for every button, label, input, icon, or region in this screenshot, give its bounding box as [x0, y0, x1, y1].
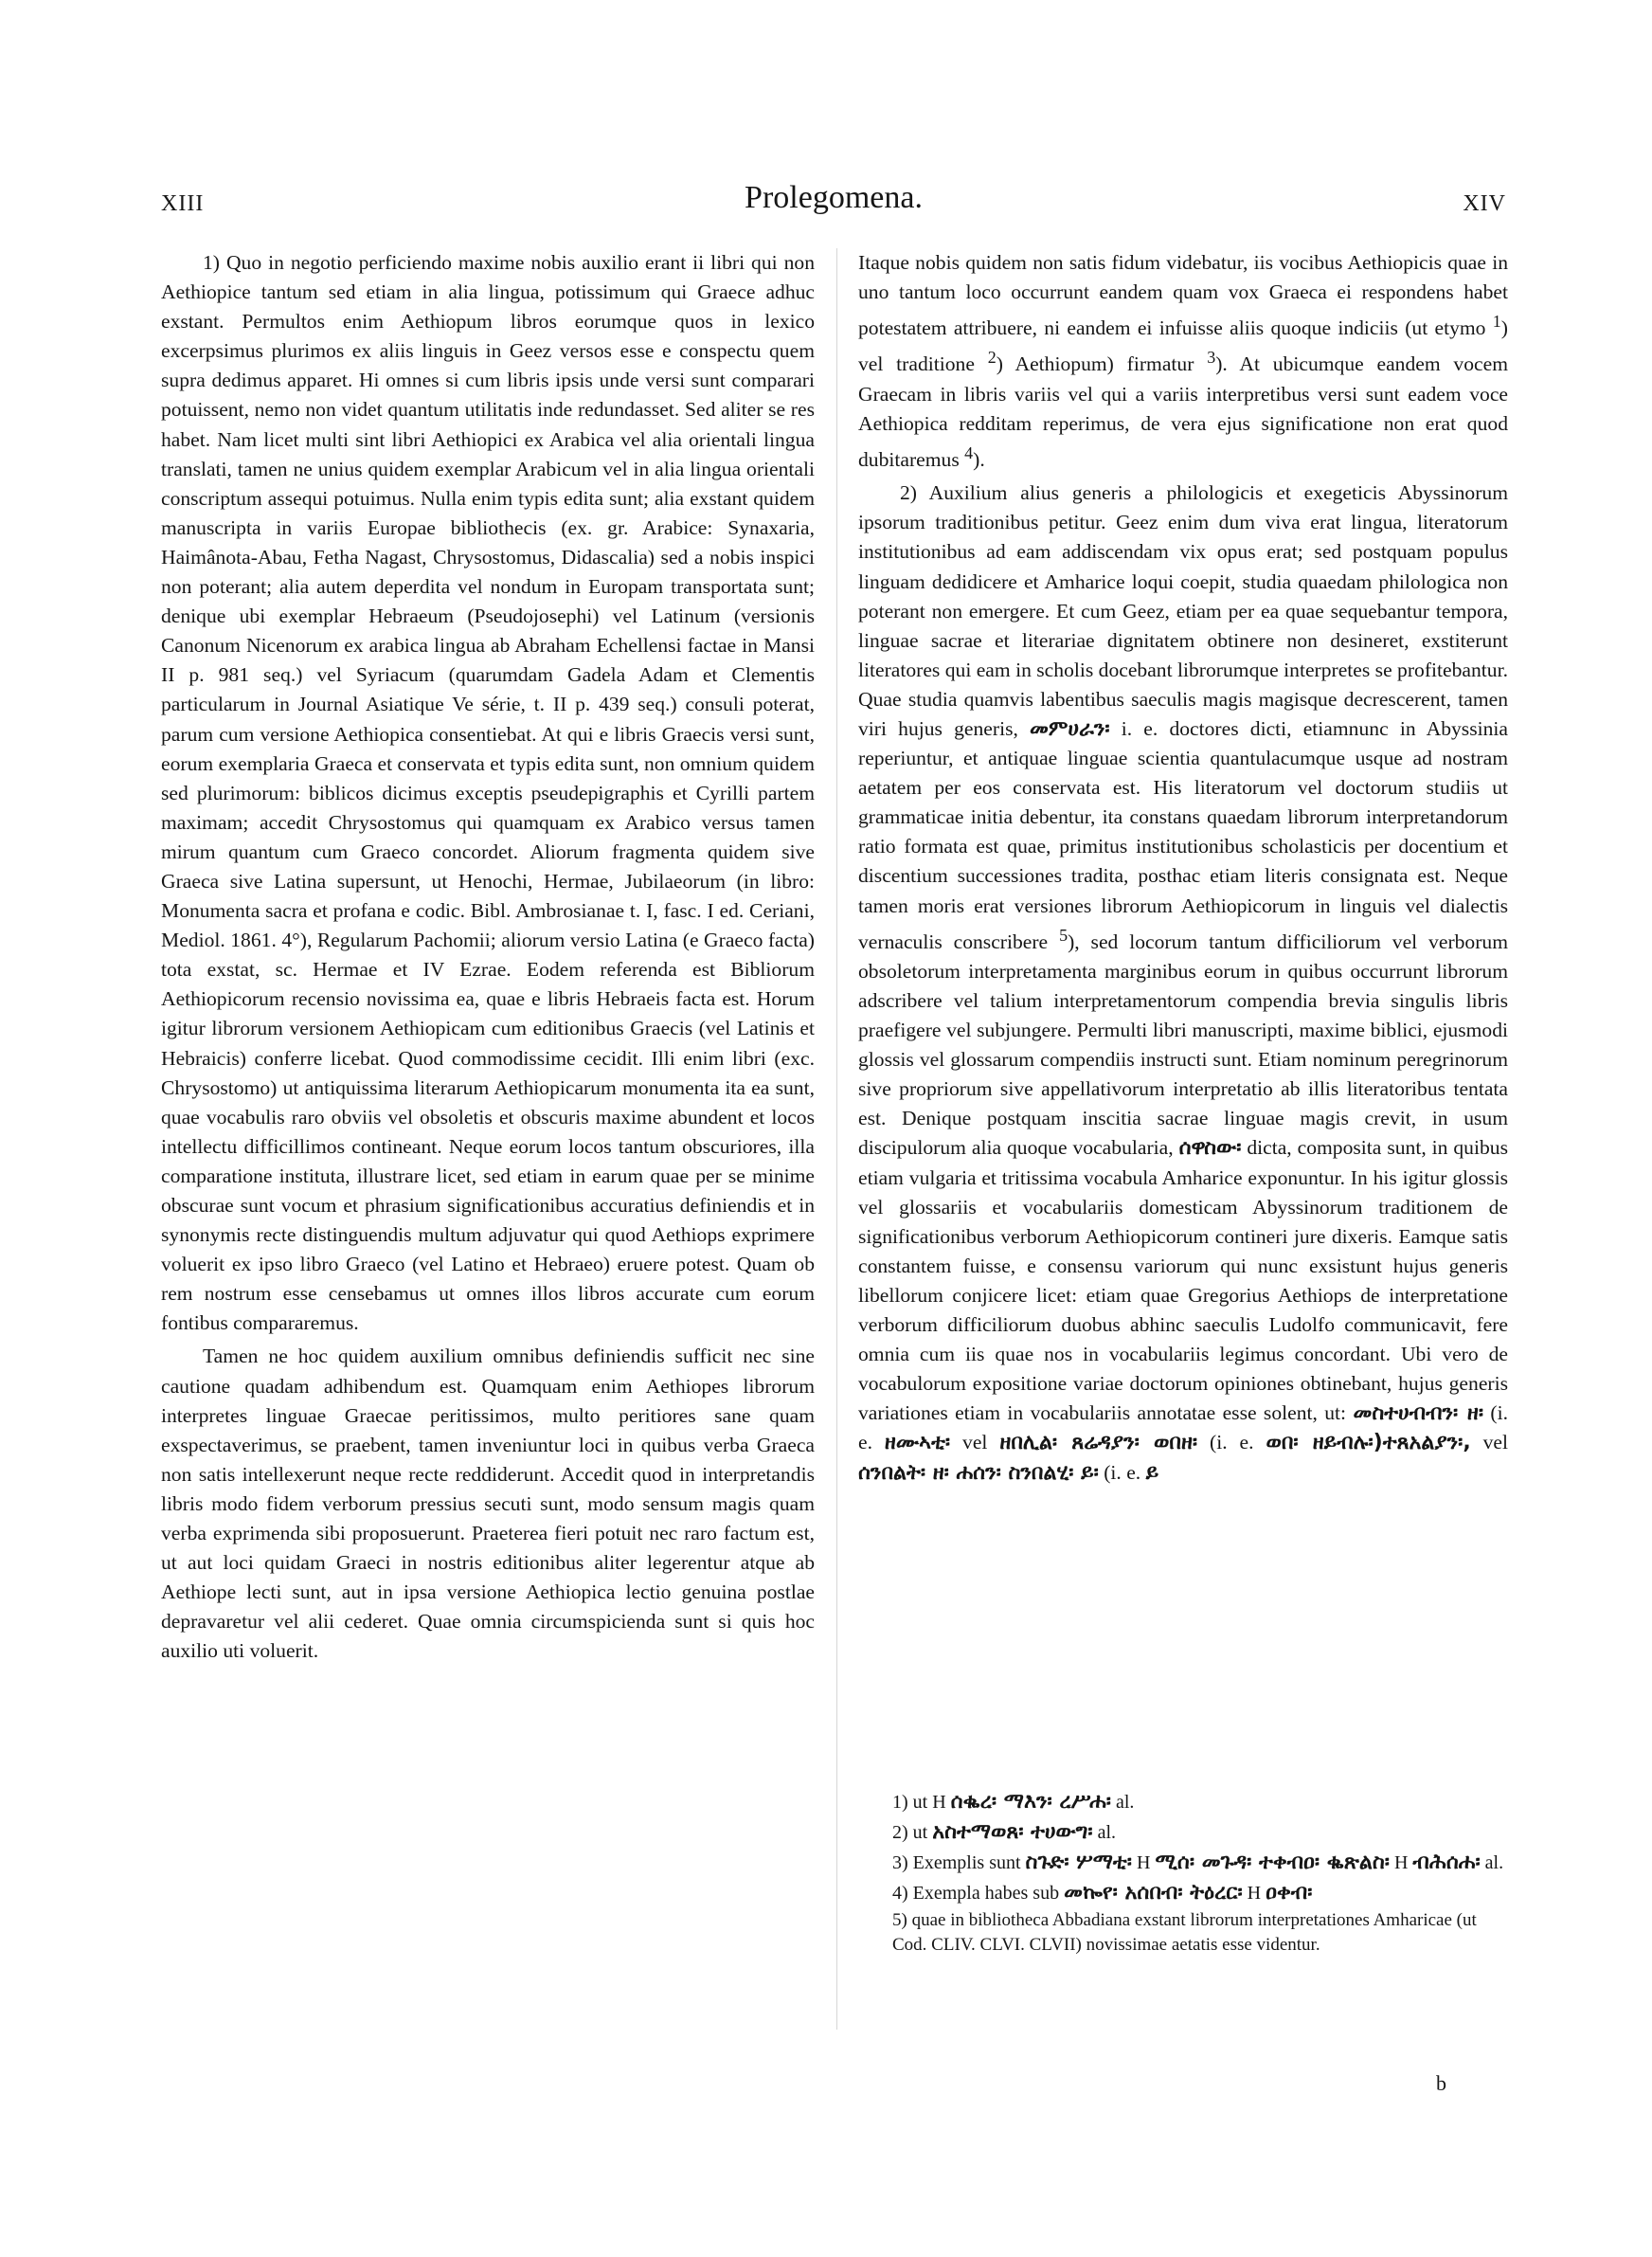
footnote-label: 4) Exempla habes sub: [892, 1883, 1060, 1904]
footnote-label: 1) ut H: [892, 1792, 946, 1813]
right-paragraph-2: [858, 478, 1508, 1487]
ethiopic-word: ዘሙኣቲ፡: [884, 1431, 951, 1455]
text-segment: Itaque nobis quidem non satis fidum videbatur, iis vocibus Aethiopicis quae in uno tantum loco occurrunt eandem quam vox Graeca ei respondens habet potestatem attribuere, ni eandem ei infuisse aliis quoque indiciis (ut etymo: [858, 251, 1508, 340]
ethiopic-word: ሚሰ፡ መጉዳ፡ ተቀብዐ፡ ቈጽልስ፡: [1155, 1851, 1390, 1874]
right-column: [858, 248, 1508, 1488]
left-column: [161, 248, 815, 1667]
text-segment: (i. e.: [1104, 1460, 1141, 1484]
right-page-number: XIV: [1463, 191, 1506, 216]
footnote-ref: 1: [1492, 312, 1501, 332]
footnote-ref: 3: [1207, 348, 1216, 368]
left-paragraph-2: Tamen ne hoc quidem auxilium omnibus definiendis sufficit nec sine cautione quadam adhibendum est. Quamquam enim Aethiopes librorum interpretes linguae Graecae peritissimos, multo peritiores sane quam exspectaverimus, se praebent, tamen inveniuntur loci in quibus verba Graeca non satis intellexerunt neque recte reddiderunt. Accedit quod in interpretandis libris modo fidem verborum pressius secuti sunt, modo sensum magis quam verba exprimenda sibi proposuerunt. Praeterea fieri potuit nec raro factum est, ut aut loci quidam Graeci in nostris editionibus aliter legerentur atque ab Aethiope lecti sunt, aut in ipsa versione Aethiopica lectio genuina postlae depravaretur vel alii cederet. Quae omnia circumspicienda sunt si quis hoc auxilio uti voluerit.: [161, 1345, 815, 1663]
footnote-3: [858, 1848, 1508, 1878]
ethiopic-word: መስተሀብብን፡ ዘ፡: [1353, 1401, 1484, 1426]
ethiopic-word: ይ: [1145, 1460, 1159, 1485]
left-page-number: XIII: [161, 191, 205, 216]
text-segment: ). At ubicumque eandem vocem Graecam in libris variis vel qui a variis interpretibus versi sunt eadem voce Aethiopica redditam reperimus, de vera ejus significatione non erat quod dubitaremus: [858, 352, 1508, 472]
ethiopic-word: ሰቈረ፡ ማእን፡ ረሥሐ፡: [950, 1790, 1111, 1814]
text-segment: ) Aethiopum) firmatur: [996, 352, 1194, 376]
ethiopic-word: ብሕሰሐ፡: [1412, 1851, 1481, 1874]
footnote-4: [858, 1878, 1508, 1908]
footnote-ref: 4: [964, 442, 974, 462]
footnote-ref: 2: [987, 348, 997, 368]
footnote-separator: [858, 1764, 1508, 1765]
footnote-label: 2) ut: [892, 1822, 928, 1843]
footnote-5: 5) quae in bibliotheca Abbadiana exstant librorum interpretationes Amharicae (ut Cod. CLIV. CLVI. CLVII) novissimae aetatis esse videntur.: [892, 1910, 1477, 1955]
page-header: [161, 180, 1506, 224]
text-segment: ), sed locorum tantum difficiliorum vel verborum obsoletorum interpretamenta marginibus eorum in quibus occurrunt librorum adscribere vel talium interpretamentorum compendia brevia singulis libris praefigere vel subjungere. Permulti libri manuscripti, maxime biblici, ejusmodi glossis vel glossarum compendiis instructi sunt. Etiam nominum peregrinorum sive propriorum sive appellativorum interpretatio ab illis literatoribus tentata est. Denique postquam inscitia sacrae linguae magis crevit, in usum discipulorum alia quoque vocabularia,: [858, 930, 1509, 1160]
footnote-tail: al.: [1116, 1792, 1135, 1813]
page-title: Prolegomena.: [745, 180, 923, 215]
ethiopic-word: ስጉድ፡ ሦማቲ፡: [1025, 1851, 1132, 1874]
left-paragraph-1: 1) Quo in negotio perficiendo maxime nobis auxilio erant ii libri qui non Aethiopice tantum sed etiam in alia lingua, potissimum qui Graece adhuc exstant. Permultos enim Aethiopum libros eorumque quos in lexico excerpsimus plurimos ex aliis linguis in Geez versos esse e conspectu quem supra dedimus apparet. Hi omnes si cum libris ipsis unde versi sunt comparari potuissent, nemo non videt quantum utilitatis inde redundasset. Sed aliter se res habet. Nam licet multi sint libri Aethiopici ex Arabica vel alia orientali lingua translati, tamen ne unius quidem exemplar Arabicum vel in alia lingua orientali conscriptum assequi potuimus. Nulla enim typis edita sunt; alia exstant quidem manuscripta in variis Europae bibliothecis (ex. gr. Arabice: Synaxaria, Haimânota-Abau, Fetha Nagast, Chrysostomus, Didascalia) sed a nobis inspici non poterant; alia autem deperdita vel nondum in Europam transportata sunt; denique ubi exemplar Hebraeum (Pseudojosephi) vel Latinum (versionis Canonum Nicenorum ex arabica lingua ab Abraham Echellensi factae in Mansi II p. 981 seq.) vel Syriacum (quarumdam Gadela Adam et Clementis particularum in Journal Asiatique Ve série, t. II p. 439 seq.) consuli poterat, parum cum versione Aethiopica consentiebat. At qui e libris Graecis versi sunt, eorum exemplaria Graeca et conservata et typis edita sunt, non omnium quidem sed plurimorum: biblicos dicimus exceptis pseudepigraphis et Cyrilli partem maximam; accedit Chrysostomus qui quamquam ex Arabico versus tamen mirum quantum cum Graeco concordet. Aliorum fragmenta quidem sive Graeca sive Latina supersunt, ut Henochi, Hermae, Jubilaeorum (in libro: Monumenta sacra et profana e codic. Bibl. Ambrosianae t. I, fasc. I ed. Ceriani, Mediol. 1861. 4°), Regularum Pachomii; aliorum versio Latina (e Graeco facta) tota exstat, sc. Hermae et IV Ezrae. Eodem referenda est Bibliorum Aethiopicorum recensio novissima ea, quae e libris Hebraeis facta est. Horum igitur librorum versionem Aethiopicam cum editionibus Graecis (vel Latinis et Hebraicis) conferre licebat. Quod commodissime cecidit. Illi enim libri (exc. Chrysostomo) ut antiquissima literarum Aethiopicarum monumenta ita ea sunt, quae vocabulis raro obviis vel obsoletis et obscuris maxime abundent et locos intellectu difficillimos contineant. Neque eorum locos tantum obscuriores, illa comparatione instituta, illustrare licet, sed etiam in earum quae per se minime obscurae sunt vocum et phrasium significationibus accuratius definiendis et in synonymis recte distinguendis multum adjuvatur qui quod Aethiops exprimere voluerit ex ipso libro Graeco (vel Latino et Hebraeo) eruere potest. Quam ob rem nostrum esse censebamus ut omnes illos libros accurate cum eorum fontibus compararemus.: [161, 251, 815, 1335]
ethiopic-word: መኰየ፡ አሰበብ፡ ትዕረር፡: [1064, 1881, 1243, 1905]
footnote-tail: al.: [1097, 1822, 1117, 1843]
footnote-1: [858, 1787, 1508, 1817]
footnote-label: 3) Exemplis sunt: [892, 1852, 1021, 1873]
text-segment: dicta, composita sunt, in quibus etiam vulgaria et tritissima vocabula Amharice exponuntur. In his igitur glossis vel glossariis et vocabulariis domesticam Abyssinorum traditionem de significationibus verborum Aethiopicorum contineri jure dixeris. Eamque satis constantem fuisse, e consensu variorum qui nunc exsistunt hujus generis libellorum conjicere licet: etiam quae Gregorius Aethiops de interpretatione verborum difficiliorum duobus abhinc saeculis Ludolfo communicavit, fere omnia cum iis quae nos in vocabulariis legimus concordant. Ubi vero de vocabulorum expositione variae doctorum opiniones obtinebant, hujus generis variationes etiam in vocabulariis annotatae esse solent, ut:: [858, 1136, 1508, 1425]
text-segment: (i. e.: [1210, 1431, 1254, 1454]
ethiopic-word: ዘበሊል፡ ጸሬዳያን፡ ወበዘ፡: [999, 1431, 1198, 1455]
ethiopic-word: ሰንበልት፡ ዘ፡ ሐሰን፡ ስንበልሂ፡ ይ፡: [858, 1460, 1099, 1485]
text-segment: (i. e.: [858, 1401, 1509, 1454]
footnote-tail: al.: [1484, 1852, 1504, 1873]
ethiopic-word: አስተማወጸ፡ ተሀውግ፡: [932, 1820, 1093, 1844]
text-segment: i. e. doctores dicti, etiamnunc in Abyssinia reperiuntur, et antiquae linguae scientia quantulacumque usque ad nostram aetatem per eos conservata est. His literatorum vel doctorum studiis ut grammaticae initia debentur, ita constans quaedam librorum interpretandorum ratio formata est quae, primitus institutionibus scholasticis per docentium et discentium successiones tradita, posthac etiam literis consignata est. Neque tamen moris erat versiones librorum Aethiopicorum in linguis vel dialectis vernaculis conscribere: [858, 716, 1508, 953]
text-segment: vel: [1482, 1431, 1508, 1454]
text-segment: vel: [962, 1431, 988, 1454]
column-divider: [836, 248, 837, 2030]
right-paragraph-1: [858, 248, 1508, 475]
footnote-mid: H: [1393, 1852, 1409, 1873]
text-segment: ) vel traditione: [858, 316, 1508, 376]
footnote-2: [858, 1817, 1508, 1848]
signature-mark: b: [1436, 2071, 1446, 2095]
ethiopic-word: ዐቀብ፡: [1266, 1881, 1313, 1905]
ethiopic-word: መምሀራን፡: [1030, 716, 1110, 741]
ethiopic-word: ወበ፡ ዘይብሉ፡)ተጸአልያን፡,: [1266, 1431, 1471, 1455]
footnote-mid: H: [1136, 1852, 1151, 1873]
text-segment: ).: [973, 448, 985, 472]
footnotes: [858, 1787, 1508, 1958]
ethiopic-word: ሰዋስው፡: [1178, 1136, 1242, 1161]
text-segment: 2) Auxilium alius generis a philologicis et exegeticis Abyssinorum ipsorum traditionibus petitur. Geez enim dum viva erat lingua, literatorum institutionibus ad eam addiscendam vix opus erat; sed postquam populus linguam dedidicere et Amharice loqui coepit, studia quaedam philologica non poterant non emergere. Et cum Geez, etiam per ea quae sequebantur tempora, linguae sacrae et literariae dignitatem obtinere non desineret, exstiterunt literatores qui eam in scholis docebant librorumque interpretes se profitebantur. Quae studia quamvis labentibus saeculis magis magisque decrescerent, tamen viri hujus generis,: [858, 481, 1508, 740]
footnote-mid: H: [1247, 1883, 1262, 1904]
footnote-ref: 5: [1059, 925, 1068, 945]
